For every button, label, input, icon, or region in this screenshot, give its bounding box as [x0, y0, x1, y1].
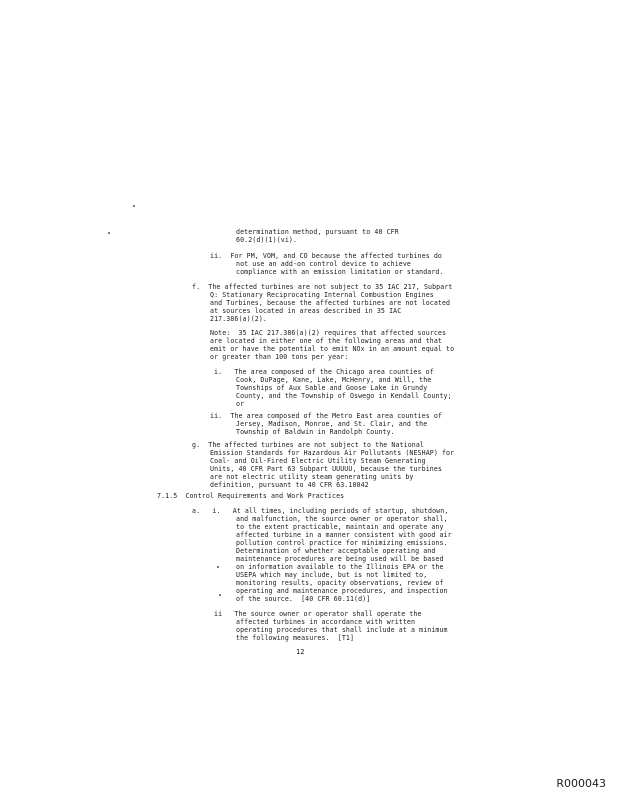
text-line: of the source. [40 CFR 60.11(d)]	[236, 595, 371, 603]
text-line: Jersey, Madison, Monroe, and St. Clair, and the	[236, 420, 428, 428]
text-line: and malfunction, the source owner or operator shall,	[236, 515, 448, 523]
scan-speck	[219, 594, 221, 596]
text-line: maintenance procedures are being used will be based	[236, 555, 444, 563]
text-line: Units, 40 CFR Part 63 Subpart UUUUU, because the turbines	[210, 465, 442, 473]
text-line: monitoring results, opacity observations, review of	[236, 579, 444, 587]
text-line: Determination of whether acceptable operating and	[236, 547, 436, 555]
text-line: USEPA which may include, but is not limited to,	[236, 571, 428, 579]
text-line: the following measures. [T1]	[236, 634, 355, 642]
text-line: emit or have the potential to emit NOx in an amount equal to	[210, 345, 455, 353]
text-line: Emission Standards for Hazardous Air Pollutants (NESHAP) for	[210, 449, 455, 457]
text-line: are not electric utility steam generating units by	[210, 473, 414, 481]
text-line: to the extent practicable, maintain and operate any	[236, 523, 444, 531]
text-line: Note: 35 IAC 217.386(a)(2) requires that affected sources	[210, 329, 447, 337]
text-line: not use an add-on control device to achieve	[236, 260, 411, 268]
text-line: determination method, pursuant to 40 CFR	[236, 228, 399, 236]
text-line: Q: Stationary Reciprocating Internal Combustion Engines	[210, 291, 434, 299]
text-line: affected turbine in a manner consistent with good air	[236, 531, 452, 539]
text-line: g. The affected turbines are not subject to the National	[192, 441, 424, 449]
text-line: compliance with an emission limitation or standard.	[236, 268, 444, 276]
text-line: Cook, DuPage, Kane, Lake, McHenry, and Will, the	[236, 376, 432, 384]
page-number: 12	[296, 648, 305, 656]
text-line: or greater than 100 tons per year:	[210, 353, 349, 361]
text-line: pollution control practice for minimizing emissions.	[236, 539, 448, 547]
text-line: i. The area composed of the Chicago area counties of	[214, 368, 434, 376]
section-heading: 7.1.5 Control Requirements and Work Practices	[157, 492, 345, 500]
text-line: or	[236, 400, 245, 408]
text-line: and Turbines, because the affected turbines are not located	[210, 299, 451, 307]
text-line: ii The source owner or operator shall operate the	[214, 610, 422, 618]
text-line: affected turbines in accordance with written	[236, 618, 416, 626]
text-line: at sources located in areas described in 35 IAC	[210, 307, 402, 315]
text-line: on information available to the Illinois EPA or the	[236, 563, 444, 571]
scan-speck	[133, 205, 135, 207]
text-line: f. The affected turbines are not subject to 35 IAC 217, Subpart	[192, 283, 453, 291]
text-line: 60.2(d)(1)(vi).	[236, 236, 298, 244]
scan-speck	[217, 566, 219, 568]
scan-speck	[108, 232, 110, 234]
text-line: are located in either one of the following areas and that	[210, 337, 442, 345]
text-line: Townships of Aux Sable and Goose Lake in Grundy	[236, 384, 428, 392]
text-line: ii. For PM, VOM, and CO because the affected turbines do	[210, 252, 442, 260]
bates-stamp: R000043	[556, 777, 606, 790]
text-line: operating procedures that shall include at a minimum	[236, 626, 448, 634]
text-line: operating and maintenance procedures, and inspection	[236, 587, 448, 595]
text-line: Township of Baldwin in Randolph County.	[236, 428, 395, 436]
text-line: ii. The area composed of the Metro East area counties of	[210, 412, 442, 420]
text-line: 217.386(a)(2).	[210, 315, 267, 323]
text-line: a. i. At all times, including periods of startup, shutdown,	[192, 507, 449, 515]
text-line: definition, pursuant to 40 CFR 63.10042	[210, 481, 369, 489]
text-line: County, and the Township of Oswego in Kendall County;	[236, 392, 452, 400]
text-line: Coal- and Oil-Fired Electric Utility Steam Generating	[210, 457, 426, 465]
